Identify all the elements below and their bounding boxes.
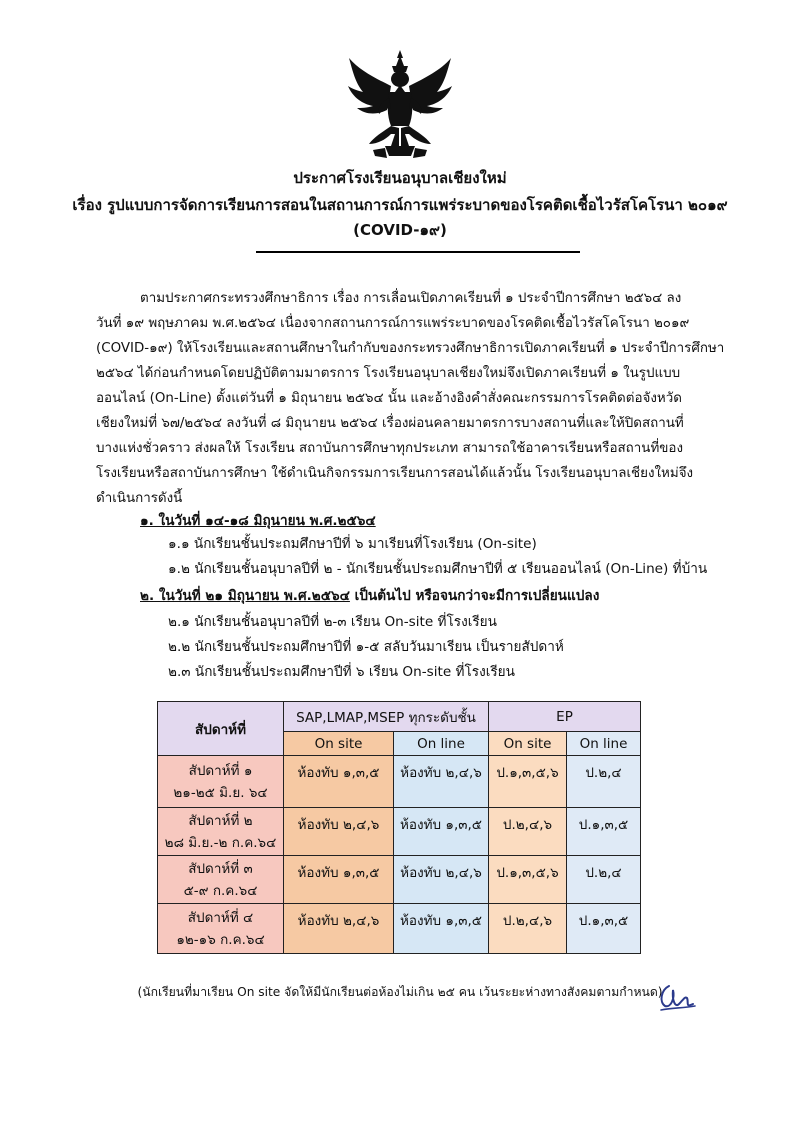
section-2-heading: [140, 584, 599, 606]
onsite-cell: ห้องทับ ๑,๓,๕: [284, 856, 394, 904]
subheader-onsite: On site: [284, 732, 394, 756]
announcement-subject: เรื่อง รูปแบบการจัดการเรียนการสอนในสถานการณ์การแพร่ระบาดของโรคติดเชื้อไวรัสโคโรนา ๒๐๑๙: [72, 196, 728, 214]
item-1-2: ๑.๒ นักเรียนชั้นอนุบาลปีที่ ๒ - นักเรียนชั้นประถมศึกษาปีที่ ๕ เรียนออนไลน์ (On-Line) ที่บ้าน: [168, 561, 708, 577]
section-1-heading: [140, 509, 376, 531]
onsite-cell: ห้องทับ ๒,๔,๖: [284, 904, 394, 954]
body-line: ตามประกาศกระทรวงศึกษาธิการ เรื่อง การเลื่อนเปิดภาคเรียนที่ ๑ ประจำปีการศึกษา ๒๕๖๔ ลง: [140, 291, 682, 306]
week-label: สัปดาห์ที่ ๒: [188, 812, 253, 829]
ep-online-cell: ป.๑,๓,๕: [567, 904, 641, 954]
week-label: สัปดาห์ที่ ๓: [188, 860, 253, 877]
footnote: (นักเรียนที่มาเรียน On site จัดให้มีนักเรียนต่อห้องไม่เกิน ๒๕ คน เว้นระยะห่างทางสังคมตามกำหนด): [137, 985, 663, 999]
body-line: วันที่ ๑๙ พฤษภาคม พ.ศ.๒๕๖๔ เนื่องจากสถานการณ์การแพร่ระบาดของโรคติดเชื้อไวรัสโคโรนา ๒๐๑๙: [96, 316, 690, 331]
section-1-heading-text: ๑. ในวันที่ ๑๔-๑๘ มิถุนายน พ.ศ.๒๕๖๔: [140, 513, 376, 529]
online-cell: ห้องทับ ๑,๓,๕: [394, 904, 489, 954]
table-row: [158, 856, 641, 904]
ep-online-cell: ป.๑,๓,๕: [567, 808, 641, 856]
week-label: สัปดาห์ที่ ๑: [188, 762, 253, 779]
body-line: ๒๕๖๔ ได้ก่อนกำหนดโดยปฏิบัติตามมาตรการ โรงเรียนอนุบาลเชียงใหม่จึงเปิดภาคเรียนที่ ๑ ในรูปแบบ: [96, 366, 681, 381]
section-2-heading-date: ๒. ในวันที่ ๒๑ มิถุนายน พ.ศ.๒๕๖๔: [140, 588, 350, 604]
ep-online-cell: ป.๒,๔: [567, 756, 641, 808]
table-row: [158, 756, 641, 808]
week-dates: ๒๘ มิ.ย.-๒ ก.ค.๖๔: [164, 834, 277, 851]
ep-onsite-cell: ป.๑,๓,๕,๖: [489, 756, 567, 808]
table-header-row: [158, 702, 641, 732]
body-line: ออนไลน์ (On-Line) ตั้งแต่วันที่ ๑ มิถุนายน ๒๕๖๔ นั้น และอ้างอิงคำสั่งคณะกรรมการโรคติดต่อจังหวัด: [96, 391, 682, 406]
schedule-table: [157, 701, 641, 954]
week-dates: ๕-๙ ก.ค.๖๔: [183, 882, 258, 899]
onsite-cell: ห้องทับ ๑,๓,๕: [284, 756, 394, 808]
body-line: โรงเรียนหรือสถาบันการศึกษา ใช้ดำเนินกิจกรรมการเรียนการสอนได้แล้วนั้น โรงเรียนอนุบาลเชียงใหม่จึง: [96, 466, 694, 481]
ep-onsite-cell: ป.๑,๓,๕,๖: [489, 856, 567, 904]
week-dates: ๑๒-๑๖ ก.ค.๖๔: [176, 931, 265, 948]
header-ep-program: EP: [489, 702, 641, 732]
week-label: สัปดาห์ที่ ๔: [187, 909, 254, 926]
online-cell: ห้องทับ ๒,๔,๖: [394, 856, 489, 904]
week-cell: [158, 808, 284, 856]
item-2-2: ๒.๒ นักเรียนชั้นประถมศึกษาปีที่ ๑-๕ สลับวันมาเรียน เป็นรายสัปดาห์: [168, 639, 564, 655]
ep-online-cell: ป.๒,๔: [567, 856, 641, 904]
subheader-online: On line: [394, 732, 489, 756]
ep-onsite-cell: ป.๒,๔,๖: [489, 808, 567, 856]
ep-onsite-cell: ป.๒,๔,๖: [489, 904, 567, 954]
item-2-1: ๒.๑ นักเรียนชั้นอนุบาลปีที่ ๒-๓ เรียน On-site ที่โรงเรียน: [168, 614, 497, 630]
body-line: บางแห่งชั่วคราว ส่งผลให้ โรงเรียน สถาบันการศึกษาทุกประเภท สามารถใช้อาคารเรียนหรือสถานที่ของ: [96, 441, 684, 456]
item-2-3: ๒.๓ นักเรียนชั้นประถมศึกษาปีที่ ๖ เรียน On-site ที่โรงเรียน: [168, 664, 515, 680]
online-cell: ห้องทับ ๒,๔,๖: [394, 756, 489, 808]
onsite-cell: ห้องทับ ๒,๔,๖: [284, 808, 394, 856]
signature-icon: [655, 980, 699, 1014]
section-2-heading-rest: เป็นต้นไป หรือจนกว่าจะมีการเปลี่ยนแปลง: [349, 588, 600, 604]
week-cell: [158, 856, 284, 904]
week-cell: [158, 756, 284, 808]
subheader-ep-onsite: On site: [489, 732, 567, 756]
item-1-1: ๑.๑ นักเรียนชั้นประถมศึกษาปีที่ ๖ มาเรียนที่โรงเรียน (On-site): [168, 536, 537, 552]
title-divider: [256, 251, 580, 253]
table-row: [158, 904, 641, 954]
header-week: สัปดาห์ที่: [158, 702, 284, 756]
announcement-subject-cont: (COVID-๑๙): [353, 221, 447, 239]
body-line: ดำเนินการดังนี้: [96, 491, 183, 506]
body-paragraph: [96, 286, 725, 511]
week-cell: [158, 904, 284, 954]
announcement-title: ประกาศโรงเรียนอนุบาลเชียงใหม่: [293, 169, 507, 187]
online-cell: ห้องทับ ๑,๓,๕: [394, 808, 489, 856]
week-dates: ๒๑-๒๕ มิ.ย. ๖๔: [173, 784, 268, 801]
subheader-ep-online: On line: [567, 732, 641, 756]
body-line: (COVID-๑๙) ให้โรงเรียนและสถานศึกษาในกำกับของกระทรวงศึกษาธิการเปิดภาคเรียนที่ ๑ ประจำปีการศึกษา: [96, 341, 725, 356]
table-row: [158, 808, 641, 856]
garuda-emblem-icon: [345, 48, 455, 160]
header-main-program: SAP,LMAP,MSEP ทุกระดับชั้น: [284, 702, 489, 732]
body-line: เชียงใหม่ที่ ๖๗/๒๕๖๔ ลงวันที่ ๘ มิถุนายน ๒๕๖๔ เรื่องผ่อนคลายมาตรการบางสถานที่และให้ปิดสถานที่: [96, 416, 684, 431]
